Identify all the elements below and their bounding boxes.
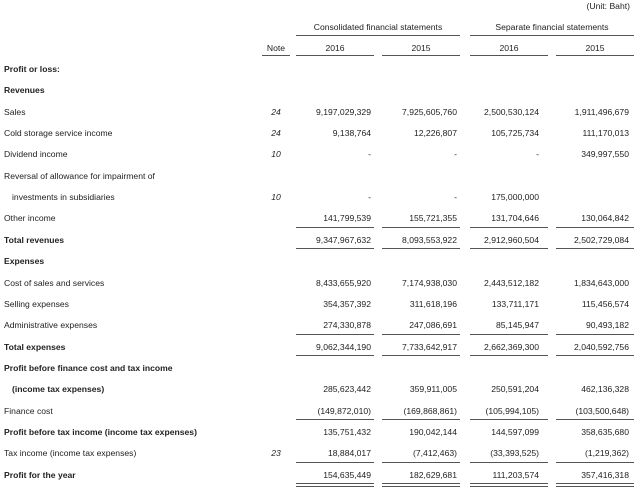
col-2016-separate: 2016 (499, 43, 519, 53)
value-separate-2015: 349,997,550 (581, 149, 629, 160)
value-separate-2015: 1,911,496,679 (574, 106, 629, 117)
unit-label: (Unit: Baht) (586, 1, 630, 11)
final-total-rule (556, 483, 634, 487)
note-header: Note (266, 43, 286, 53)
row-label: Selling expenses (4, 298, 69, 309)
subtotal-rule (470, 462, 548, 463)
value-consolidated-2016: 9,347,967,632 (316, 234, 371, 245)
value-separate-2016: 2,662,369,300 (484, 341, 539, 352)
value-consolidated-2015: 7,174,938,030 (402, 277, 457, 288)
value-consolidated-2015: 190,042,144 (409, 426, 457, 437)
value-consolidated-2015: - (454, 192, 457, 203)
value-separate-2016: 105,725,734 (491, 128, 539, 139)
value-consolidated-2015: 8,093,553,922 (402, 234, 457, 245)
total-rule (556, 248, 634, 249)
table-row (0, 144, 640, 165)
separate-header: Separate financial statements (495, 22, 609, 32)
value-separate-2016: (105,994,105) (485, 405, 539, 416)
total-rule (556, 355, 634, 356)
value-consolidated-2015: 7,733,642,917 (402, 341, 457, 352)
col-2016-consolidated: 2016 (325, 43, 345, 53)
subtotal-rule (470, 334, 548, 335)
value-separate-2016: 2,443,512,182 (484, 277, 539, 288)
subtotal-rule (556, 227, 634, 228)
value-consolidated-2015: 7,925,605,760 (402, 106, 457, 117)
value-consolidated-2016: 285,623,442 (323, 384, 371, 395)
value-consolidated-2015: - (454, 149, 457, 160)
subtotal-rule (556, 462, 634, 463)
row-label: Profit or loss: (4, 64, 60, 74)
row-label: Profit for the year (4, 469, 76, 480)
value-consolidated-2016: 9,197,029,329 (316, 106, 371, 117)
subtotal-rule (296, 419, 374, 420)
table-row (0, 358, 640, 379)
value-consolidated-2015: (7,412,463) (413, 448, 457, 459)
table-row (0, 422, 640, 443)
value-consolidated-2016: 274,330,878 (323, 320, 371, 331)
value-consolidated-2016: 141,799,539 (323, 213, 371, 224)
subtotal-rule (382, 419, 460, 420)
table-row (0, 379, 640, 400)
row-label: Dividend income (4, 149, 68, 160)
value-consolidated-2016: 135,751,432 (323, 426, 371, 437)
total-rule (382, 355, 460, 356)
value-separate-2015: (103,500,648) (575, 405, 629, 416)
value-consolidated-2015: 359,911,005 (409, 384, 457, 395)
final-total-rule (296, 483, 374, 487)
row-label: (income tax expenses) (12, 384, 105, 395)
table-row (0, 59, 640, 80)
total-rule (470, 355, 548, 356)
subtotal-rule (296, 227, 374, 228)
table-row (0, 273, 640, 294)
col3-header-line (470, 55, 548, 56)
row-label: Tax income (income tax expenses) (4, 448, 137, 459)
value-consolidated-2016: 354,357,392 (323, 298, 371, 309)
value-consolidated-2015: 155,721,355 (409, 213, 457, 224)
subtotal-rule (382, 334, 460, 335)
total-rule (470, 248, 548, 249)
value-separate-2016: (33,393,525) (490, 448, 539, 459)
value-consolidated-2015: 12,226,807 (413, 128, 457, 139)
col-2015-separate: 2015 (585, 43, 605, 53)
final-total-rule (470, 483, 548, 487)
value-separate-2016: 2,500,530,124 (484, 106, 539, 117)
value-consolidated-2015: 182,629,681 (409, 469, 457, 480)
value-separate-2016: 133,711,171 (491, 298, 539, 309)
col1-header-line (296, 55, 374, 56)
table-row (0, 102, 640, 123)
table-row (0, 251, 640, 272)
value-separate-2015: 2,502,729,084 (574, 234, 629, 245)
subtotal-rule (470, 227, 548, 228)
row-label: Profit before tax income (income tax expenses) (4, 426, 197, 437)
value-consolidated-2015: 311,618,196 (409, 298, 457, 309)
total-rule (296, 355, 374, 356)
total-rule (296, 248, 374, 249)
row-note: 10 (271, 192, 281, 203)
value-separate-2015: 358,635,680 (581, 426, 629, 437)
row-label: Total expenses (4, 341, 66, 352)
subtotal-rule (382, 462, 460, 463)
row-label: Expenses (4, 256, 45, 267)
value-consolidated-2016: 9,138,764 (332, 128, 371, 139)
value-separate-2015: 357,416,318 (581, 469, 629, 480)
value-separate-2016: 250,591,204 (491, 384, 539, 395)
row-label: Reversal of allowance for impairment of (4, 170, 155, 181)
total-rule (382, 248, 460, 249)
subtotal-rule (382, 227, 460, 228)
final-total-rule (382, 483, 460, 487)
subtotal-rule (470, 419, 548, 420)
row-label: Revenues (4, 85, 45, 96)
value-consolidated-2016: 8,433,655,920 (316, 277, 371, 288)
subtotal-rule (296, 334, 374, 335)
table-row (0, 187, 640, 208)
value-consolidated-2016: - (368, 149, 371, 160)
value-consolidated-2016: - (368, 192, 371, 203)
value-separate-2016: 111,203,574 (492, 469, 539, 480)
value-consolidated-2016: 18,884,017 (327, 448, 371, 459)
row-label: Cold storage service income (4, 128, 113, 139)
row-label: Profit before finance cost and tax income (4, 362, 173, 373)
value-separate-2015: 111,170,013 (582, 128, 629, 139)
value-separate-2016: - (536, 149, 539, 160)
row-label: Sales (4, 106, 26, 117)
subtotal-rule (556, 419, 634, 420)
value-separate-2016: 2,912,960,504 (484, 234, 539, 245)
consolidated-header-line (296, 35, 460, 36)
row-note: 24 (271, 106, 281, 117)
note-header-line (262, 55, 290, 56)
value-consolidated-2016: (149,872,010) (317, 405, 371, 416)
value-separate-2015: 90,493,182 (585, 320, 629, 331)
subtotal-rule (296, 462, 374, 463)
value-separate-2015: (1,219,362) (585, 448, 629, 459)
table-row (0, 166, 640, 187)
value-separate-2016: 175,000,000 (491, 192, 539, 203)
table-row (0, 123, 640, 144)
value-separate-2015: 130,064,842 (581, 213, 629, 224)
value-separate-2016: 131,704,646 (491, 213, 539, 224)
value-separate-2016: 144,597,099 (491, 426, 539, 437)
value-consolidated-2015: (169,868,861) (403, 405, 457, 416)
row-note: 24 (271, 128, 281, 139)
col4-header-line (556, 55, 634, 56)
value-separate-2015: 115,456,574 (581, 298, 629, 309)
value-consolidated-2015: 247,086,691 (409, 320, 457, 331)
row-label: investments in subsidiaries (12, 192, 115, 203)
row-note: 10 (271, 149, 281, 160)
row-label: Other income (4, 213, 56, 224)
value-consolidated-2016: 154,635,449 (323, 469, 371, 480)
value-separate-2016: 85,145,947 (495, 320, 539, 331)
separate-header-line (470, 35, 634, 36)
row-note: 23 (271, 448, 281, 459)
table-row (0, 294, 640, 315)
subtotal-rule (556, 334, 634, 335)
consolidated-header: Consolidated financial statements (313, 22, 443, 32)
row-label: Administrative expenses (4, 320, 98, 331)
row-label: Total revenues (4, 234, 65, 245)
value-separate-2015: 462,136,328 (581, 384, 629, 395)
value-consolidated-2016: 9,062,344,190 (316, 341, 371, 352)
value-separate-2015: 1,834,643,000 (574, 277, 629, 288)
row-label: Finance cost (4, 405, 53, 416)
col2-header-line (382, 55, 460, 56)
table-row (0, 80, 640, 101)
col-2015-consolidated: 2015 (411, 43, 431, 53)
value-separate-2015: 2,040,592,756 (574, 341, 629, 352)
row-label: Cost of sales and services (4, 277, 105, 288)
